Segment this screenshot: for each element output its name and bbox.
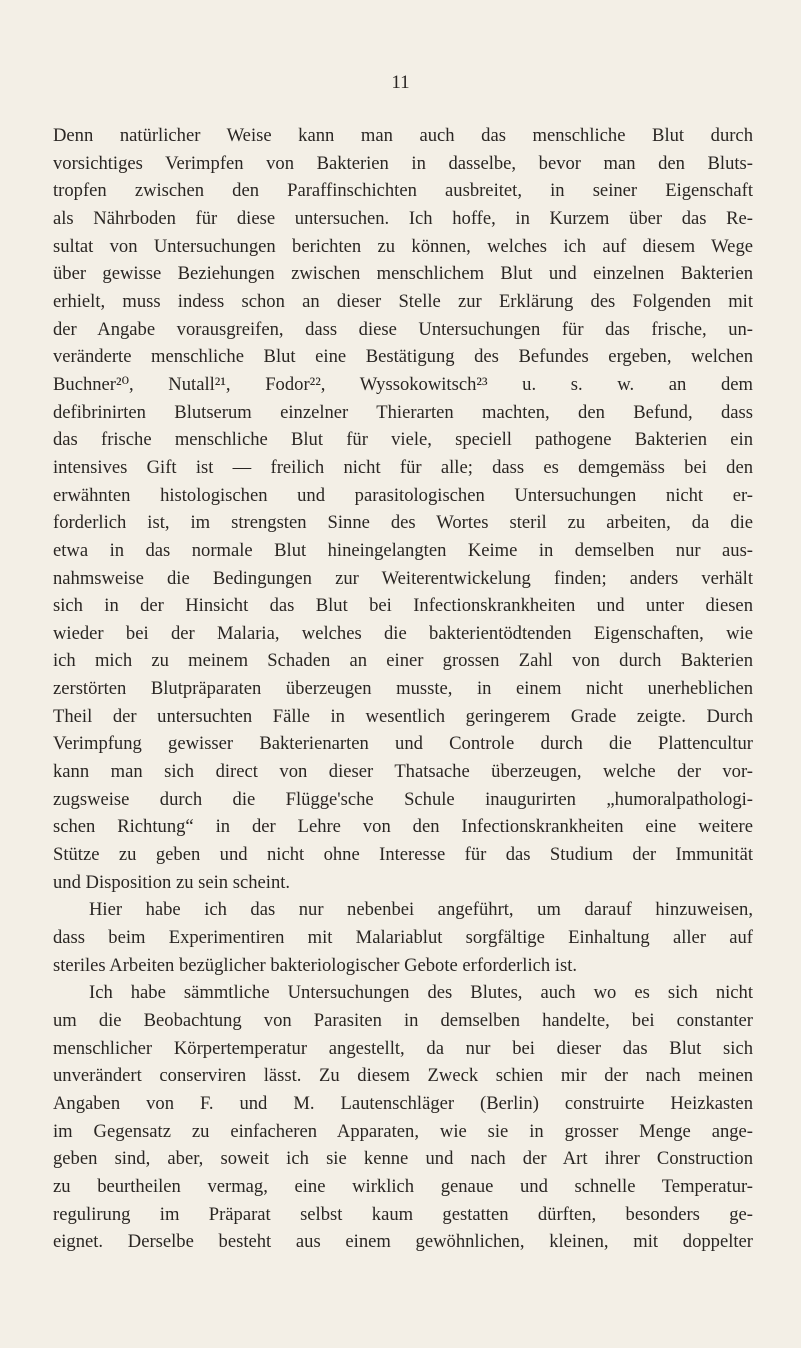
body-text <box>53 122 753 1256</box>
text-line: und Disposition zu sein scheint. <box>53 871 291 893</box>
text-line: zu beurtheilen vermag, eine wirklich genaue und schnelle Temperatur- <box>53 1175 753 1197</box>
text-line: ich mich zu meinem Schaden an einer grossen Zahl von durch Bakterien <box>53 650 753 672</box>
text-line: eignet. Derselbe besteht aus einem gewöhnlichen, kleinen, mit doppelter <box>53 1231 753 1253</box>
page-number: 11 <box>391 72 410 93</box>
text-line: wieder bei der Malaria, welches die bakterientödtenden Eigenschaften, wie <box>53 622 753 644</box>
text-line: intensives Gift ist — freilich nicht für alle; dass es demgemäss bei den <box>53 456 753 478</box>
text-line: Denn natürlicher Weise kann man auch das menschliche Blut durch <box>53 125 753 146</box>
text-line: als Nährboden für diese untersuchen. Ich hoffe, in Kurzem über das Re- <box>53 207 753 229</box>
text-line: Buchner²⁰, Nutall²¹, Fodor²², Wyssokowitsch²³ u. s. w. an dem <box>53 373 753 395</box>
text-line: Ich habe sämmtliche Untersuchungen des Blutes, auch wo es sich nicht <box>89 982 753 1004</box>
text-line: veränderte menschliche Blut eine Bestätigung des Befundes ergeben, welchen <box>53 346 753 368</box>
text-line: im Gegensatz zu einfacheren Apparaten, wie sie in grosser Menge ange- <box>53 1120 753 1142</box>
text-line: Stütze zu geben und nicht ohne Interesse für das Studium der Immunität <box>53 844 753 866</box>
text-line: forderlich ist, im strengsten Sinne des Wortes steril zu arbeiten, da die <box>53 512 753 534</box>
text-line: tropfen zwischen den Paraffinschichten ausbreitet, in seiner Eigenschaft <box>53 180 753 202</box>
text-line: Hier habe ich das nur nebenbei angeführt, um darauf hinzuweisen, <box>89 899 753 921</box>
text-line: Verimpfung gewisser Bakterienarten und Controle durch die Plattencultur <box>53 733 753 755</box>
text-line: Theil der untersuchten Fälle in wesentlich geringerem Grade zeigte. Durch <box>53 705 753 727</box>
text-line: der Angabe vorausgreifen, dass diese Untersuchungen für das frische, un- <box>53 318 753 340</box>
text-line: steriles Arbeiten bezüglicher bakteriologischer Gebote erforderlich ist. <box>53 954 578 976</box>
text-line: zerstörten Blutpräparaten überzeugen musste, in einem nicht unerheblichen <box>53 678 753 700</box>
text-line: Angaben von F. und M. Lautenschläger (Berlin) construirte Heizkasten <box>53 1092 753 1114</box>
text-line: dass beim Experimentiren mit Malariablut sorgfältige Einhaltung aller auf <box>53 927 753 949</box>
text-line: etwa in das normale Blut hineingelangten Keime in demselben nur aus- <box>53 539 753 561</box>
text-line: nahmsweise die Bedingungen zur Weiterentwickelung finden; anders verhält <box>53 567 753 589</box>
text-line: über gewisse Beziehungen zwischen menschlichem Blut und einzelnen Bakterien <box>53 263 753 285</box>
text-line: schen Richtung“ in der Lehre von den Infectionskrankheiten eine weitere <box>53 816 753 838</box>
text-line: erhielt, muss indess schon an dieser Stelle zur Erklärung des Folgenden mit <box>53 290 753 312</box>
text-line: kann man sich direct von dieser Thatsache überzeugen, welche der vor- <box>53 761 753 783</box>
text-line: um die Beobachtung von Parasiten in demselben handelte, bei constanter <box>53 1010 753 1031</box>
text-line: sultat von Untersuchungen berichten zu können, welches ich auf diesem Wege <box>53 235 753 257</box>
text-line: regulirung im Präparat selbst kaum gestatten dürften, besonders ge- <box>53 1203 753 1225</box>
text-line: unverändert conserviren lässt. Zu diesem Zweck schien mir der nach meinen <box>53 1065 753 1087</box>
text-line: sich in der Hinsicht das Blut bei Infectionskrankheiten und unter diesen <box>53 595 753 617</box>
text-line: zugsweise durch die Flügge'sche Schule inaugurirten „humoralpathologi- <box>53 788 753 810</box>
text-line: defibrinirten Blutserum einzelner Thierarten machten, den Befund, dass <box>53 401 753 423</box>
text-line: menschlicher Körpertemperatur angestellt, da nur bei dieser das Blut sich <box>53 1037 753 1059</box>
text-line: erwähnten histologischen und parasitologischen Untersuchungen nicht er- <box>53 484 753 506</box>
text-line: vorsichtiges Verimpfen von Bakterien in dasselbe, bevor man den Bluts- <box>53 152 753 174</box>
text-line: das frische menschliche Blut für viele, speciell pathogene Bakterien ein <box>53 429 753 451</box>
text-line: geben sind, aber, soweit ich sie kenne und nach der Art ihrer Construction <box>53 1148 753 1170</box>
